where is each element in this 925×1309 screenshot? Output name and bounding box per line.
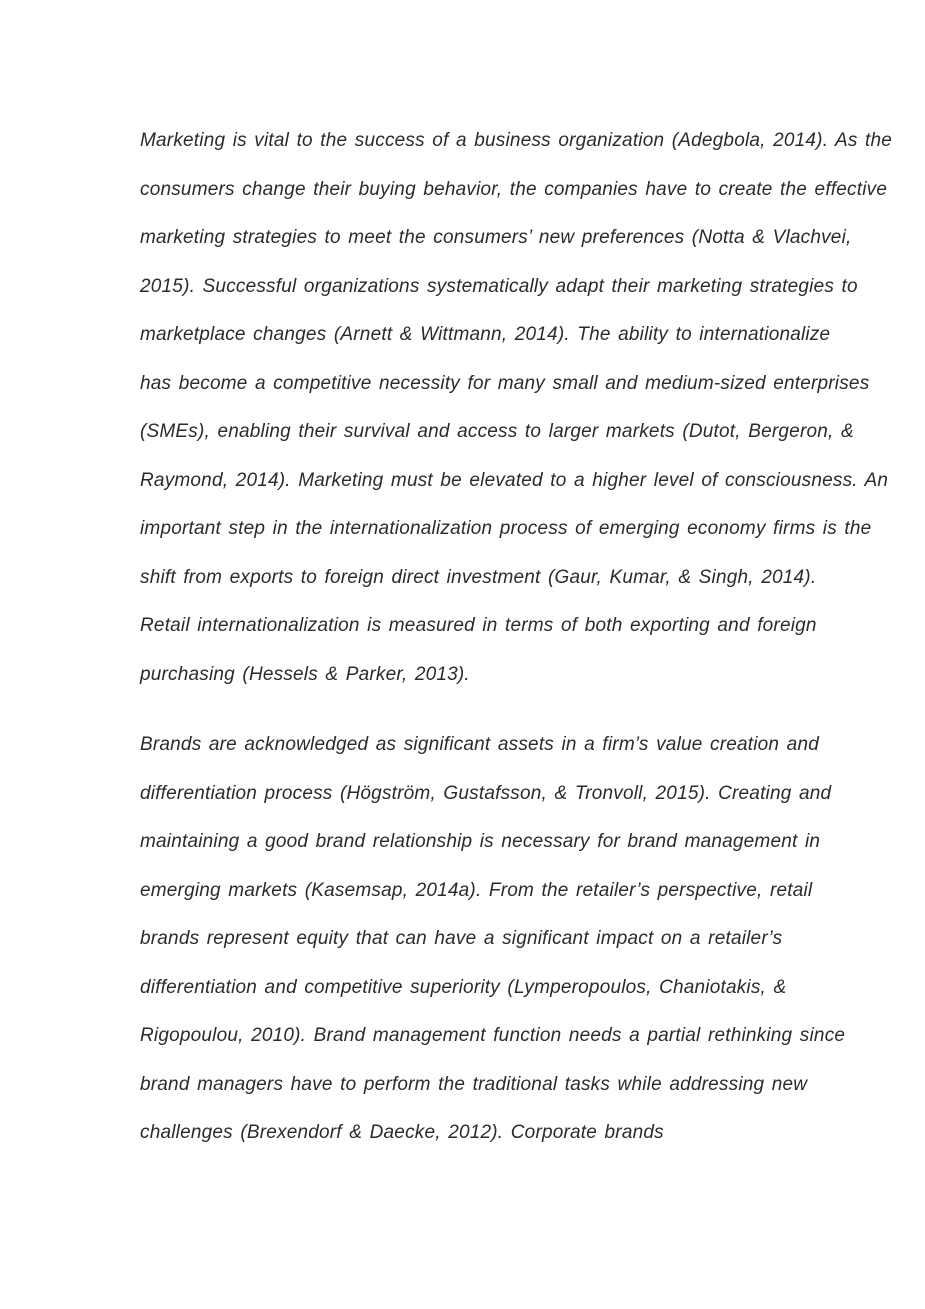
text-line: shift from exports to foreign direct investment (Gaur, Kumar, & Singh, 2014). xyxy=(140,566,817,588)
text-line: important step in the internationalization process of emerging economy firms is the xyxy=(140,518,872,539)
text-line: differentiation process (Högström, Gustafsson, & Tronvoll, 2015). Creating and xyxy=(140,782,832,804)
text-line: (SMEs), enabling their survival and access to larger markets (Dutot, Bergeron, & xyxy=(140,421,854,442)
text-line: has become a competitive necessity for many small and medium-sized enterprises xyxy=(140,372,870,394)
text-line: Raymond, 2014). Marketing must be elevated to a higher level of consciousness. An xyxy=(140,469,889,491)
text-line: marketplace changes (Arnett & Wittmann, 2014). The ability to internationalize xyxy=(140,324,831,345)
paragraph xyxy=(140,117,893,699)
text-line: challenges (Brexendorf & Daecke, 2012). Corporate brands xyxy=(140,1122,664,1143)
text-line: marketing strategies to meet the consumers’ new preferences (Notta & Vlachvei, xyxy=(140,227,852,248)
text-line: Rigopoulou, 2010). Brand management function needs a partial rethinking since xyxy=(140,1025,846,1046)
text-line: consumers change their buying behavior, the companies have to create the effective xyxy=(140,178,888,200)
text-line: differentiation and competitive superiority (Lymperopoulos, Chaniotakis, & xyxy=(140,976,787,998)
text-line: brand managers have to perform the traditional tasks while addressing new xyxy=(140,1073,808,1095)
text-line: maintaining a good brand relationship is necessary for brand management in xyxy=(140,831,821,852)
text-line: Brands are acknowledged as significant assets in a firm’s value creation and xyxy=(140,734,819,755)
paragraph xyxy=(140,721,846,1158)
text-line: 2015). Successful organizations systematically adapt their marketing strategies to xyxy=(140,275,858,297)
text-line: brands represent equity that can have a significant impact on a retailer’s xyxy=(140,928,783,949)
text-line: Marketing is vital to the success of a business organization (Adegbola, 2014). As the xyxy=(140,130,893,151)
document-body xyxy=(140,117,893,1158)
text-line: Retail internationalization is measured in terms of both exporting and foreign xyxy=(140,615,817,636)
text-line: emerging markets (Kasemsap, 2014a). From the retailer’s perspective, retail xyxy=(140,879,813,901)
text-line: purchasing (Hessels & Parker, 2013). xyxy=(140,663,470,685)
